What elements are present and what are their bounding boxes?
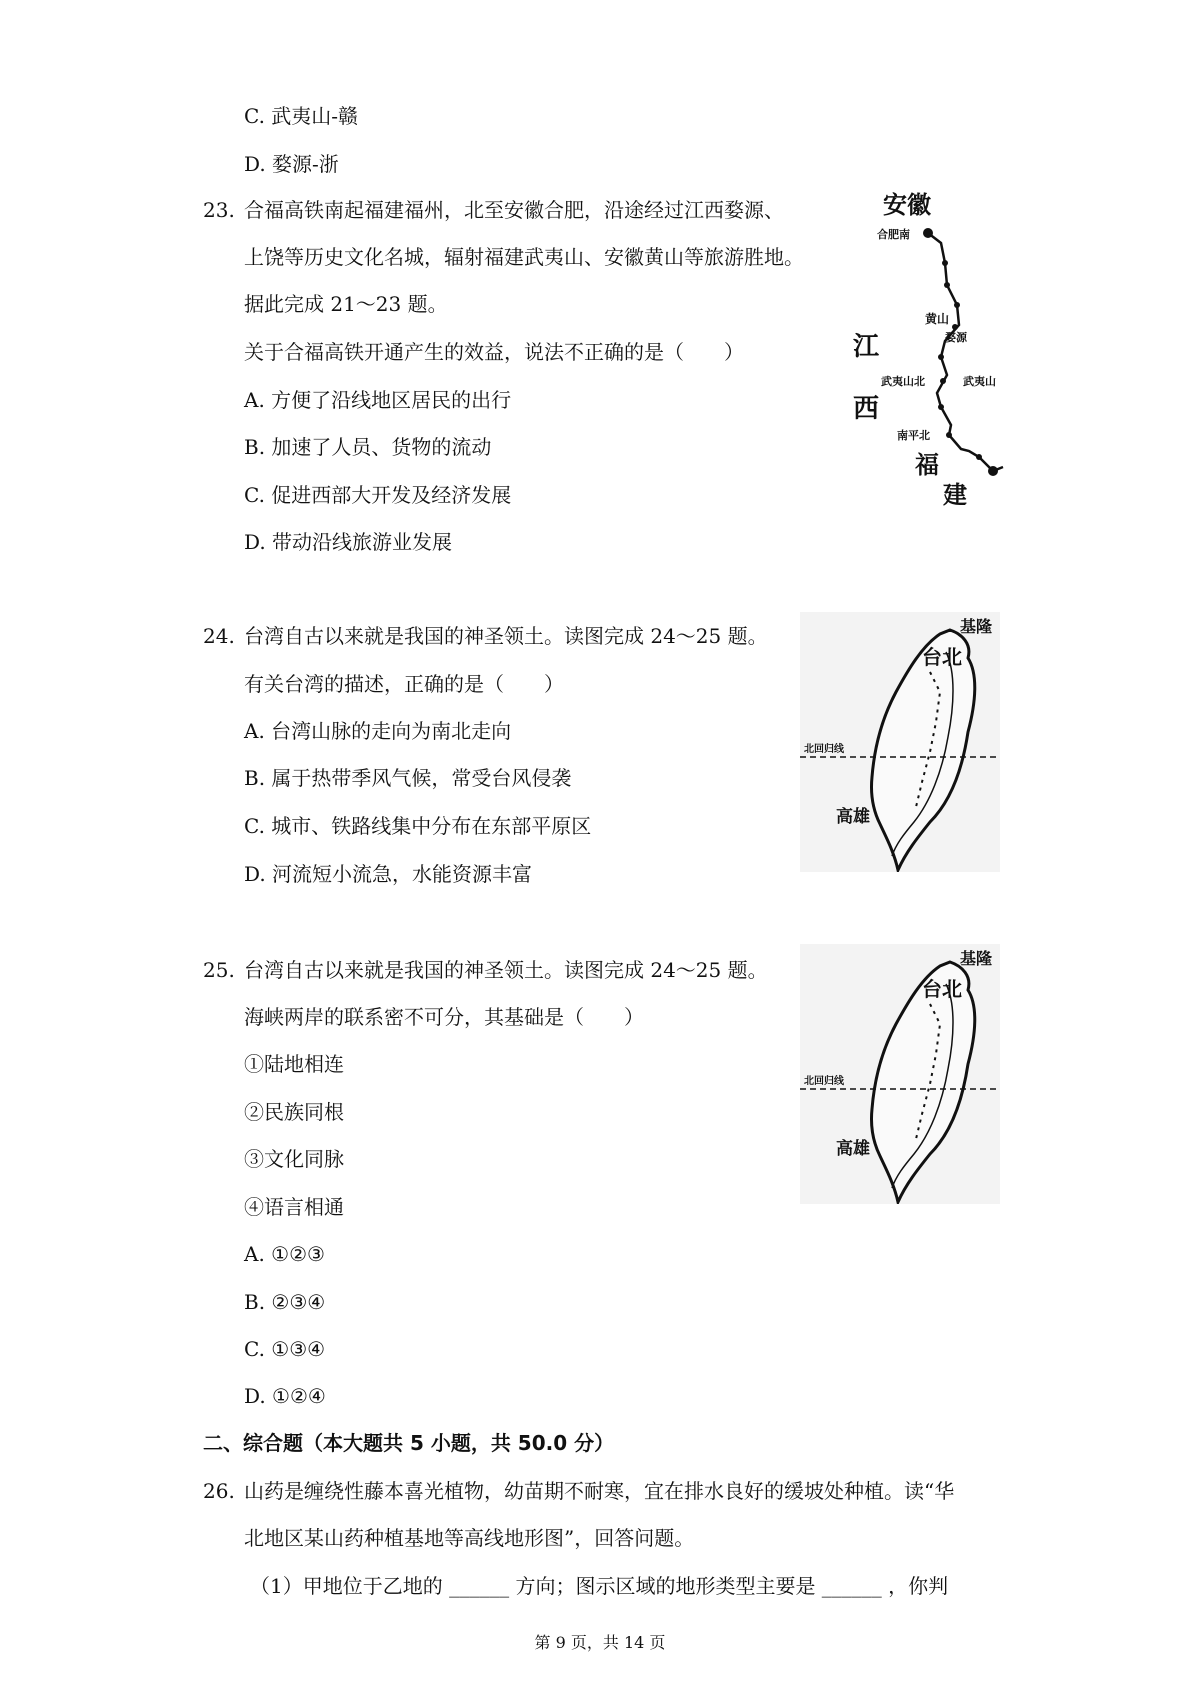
q24-stem: 台湾自古以来就是我国的神圣领土。读图完成 24～25 题。 [244,624,768,648]
q24-question: 有关台湾的描述，正确的是（ ） [244,672,564,696]
map-label-tropic: 北回归线 [804,1076,844,1087]
map-label-keelung: 基隆 [960,949,993,968]
taiwan-map-q24 [800,612,1000,872]
q25-stem: 台湾自古以来就是我国的神圣领土。读图完成 24～25 题。 [244,958,768,982]
q25-option-b: B. ②③④ [244,1290,326,1314]
q24-number: 24. [203,624,235,648]
station-dot [938,404,944,410]
map-station-wuyishan: 武夷山 [963,375,996,388]
station-dot-nanping [946,432,952,438]
station-dot-huangshan [952,324,958,330]
q25-number: 25. [203,958,235,982]
hefu-railway-map [845,185,1005,515]
map-station-hefei: 合肥南 [877,228,910,241]
q24-option-c: C. 城市、铁路线集中分布在东部平原区 [244,814,592,838]
q25-item-2: ②民族同根 [244,1100,344,1124]
q26-subquestion-1: （1）甲地位于乙地的 ______ 方向；图示区域的地形类型主要是 ______ ，你判 [250,1574,949,1598]
q23-option-a: A. 方便了沿线地区居民的出行 [244,388,512,412]
q25-option-a: A. ①②③ [244,1242,325,1266]
station-dot [976,454,982,460]
q23-stem-line-3: 据此完成 21～23 题。 [244,292,448,316]
q25-question: 海峡两岸的联系密不可分，其基础是（ ） [244,1005,644,1029]
q22-option-c: C. 武夷山-赣 [244,104,359,128]
station-dot [938,354,944,360]
q25-option-d: D. ①②④ [244,1384,326,1408]
map-label-kaohsiung: 高雄 [836,1139,870,1159]
section-2-title: 二、综合题（本大题共 5 小题，共 50.0 分） [203,1431,615,1455]
map-label-taipei: 台北 [922,645,962,669]
q23-number: 23. [203,198,235,222]
page-footer: 第 9 页，共 14 页 [534,1633,666,1652]
map-label-taipei: 台北 [922,977,962,1001]
station-dot [942,260,948,266]
station-dot-hefei [923,228,933,238]
map-station-huangshan: 黄山 [925,312,950,326]
q26-stem-line-1: 山药是缠绕性藤本喜光植物，幼苗期不耐寒，宜在排水良好的缓坡处种植。读“华 [244,1479,955,1503]
station-dot [954,302,960,308]
railway-line [928,233,1003,471]
station-dot-fuzhou [988,466,998,476]
taiwan-map-q25 [800,944,1000,1204]
q25-item-4: ④语言相通 [244,1195,344,1219]
q25-item-1: ①陆地相连 [244,1052,344,1076]
q23-stem-line-1: 合福高铁南起福建福州，北至安徽合肥，沿途经过江西婺源、 [244,198,784,222]
station-dot [944,282,950,288]
q24-option-b: B. 属于热带季风气候，常受台风侵袭 [244,766,572,790]
q23-option-b: B. 加速了人员、货物的流动 [244,435,492,459]
q26-number: 26. [203,1479,235,1503]
map-label-fu: 福 [915,451,939,479]
q23-question: 关于合福高铁开通产生的效益，说法不正确的是（ ） [244,340,744,364]
q23-stem-line-2: 上饶等历史文化名城，辐射福建武夷山、安徽黄山等旅游胜地。 [244,245,804,269]
map-station-wuyuan: 婺源 [945,331,967,344]
map-label-jiang: 江 [853,332,880,362]
q25-item-3: ③文化同脉 [244,1147,344,1171]
q22-option-d: D. 婺源-浙 [244,152,339,176]
map-label-jian: 建 [943,481,967,509]
q25-option-c: C. ①③④ [244,1337,326,1361]
q23-option-c: C. 促进西部大开发及经济发展 [244,483,512,507]
map-station-wuyishan-north: 武夷山北 [881,375,925,388]
station-dot-wuyishan [940,378,946,384]
map-label-tropic: 北回归线 [804,744,844,755]
q23-option-d: D. 带动沿线旅游业发展 [244,530,453,554]
map-label-kaohsiung: 高雄 [836,807,870,827]
q24-option-d: D. 河流短小流急，水能资源丰富 [244,862,533,886]
map-label-xi: 西 [853,394,880,424]
q26-stem-line-2: 北地区某山药种植基地等高线地形图”，回答问题。 [244,1526,695,1550]
map-station-nanping-north: 南平北 [897,429,930,442]
q24-option-a: A. 台湾山脉的走向为南北走向 [244,719,512,743]
map-label-keelung: 基隆 [960,617,993,636]
map-label-anhui: 安徽 [883,191,931,219]
